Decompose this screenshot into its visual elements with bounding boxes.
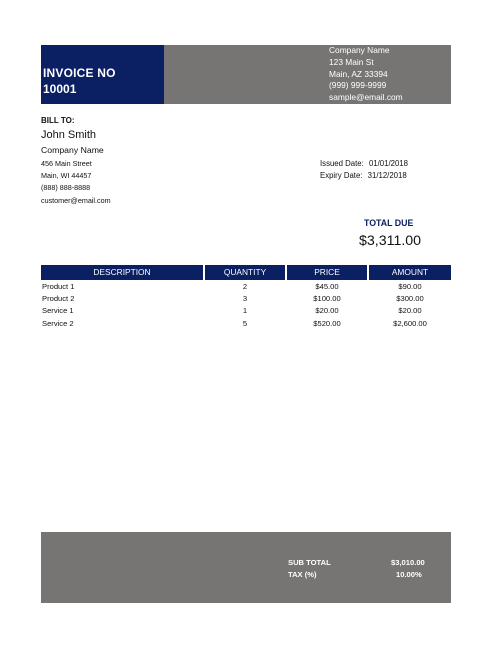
column-header-amount: AMOUNT: [369, 265, 451, 280]
row-description: Product 1: [42, 282, 75, 291]
company-phone: (999) 999-9999: [329, 80, 387, 91]
row-description: Service 2: [42, 318, 74, 328]
issued-date-value: 01/01/2018: [368, 159, 408, 168]
client-name: John Smith: [41, 129, 97, 141]
column-header-price: PRICE: [287, 265, 367, 280]
company-email[interactable]: sample@email.com: [329, 92, 403, 103]
row-amount: $20.00: [398, 306, 422, 316]
expiry-date-value: 31/12/2018: [367, 171, 407, 181]
table-row: [41, 294, 451, 306]
row-quantity: 5: [242, 318, 248, 328]
row-quantity: 3: [242, 294, 248, 304]
expiry-date-row: [320, 170, 408, 182]
subtotal-value: $3,010.00: [391, 558, 425, 567]
client-company: Company Name: [41, 145, 104, 155]
tax-value: 10.00%: [396, 570, 422, 579]
company-name: Company Name: [329, 45, 390, 55]
client-address: [41, 158, 111, 207]
table-row: [41, 282, 451, 294]
row-price: $100.00: [313, 294, 341, 304]
row-quantity: 2: [242, 282, 248, 291]
column-header-description: DESCRIPTION: [41, 265, 203, 280]
company-info-block: [164, 45, 451, 104]
client-city: Main, WI 44457: [41, 171, 92, 181]
tax-label: TAX (%): [288, 570, 317, 579]
company-address: [329, 45, 403, 104]
row-price: $520.00: [313, 318, 341, 328]
row-description: Service 1: [42, 306, 74, 316]
items-table-body: [41, 282, 451, 331]
company-street: 123 Main St: [329, 56, 374, 67]
total-due-value: $3,311.00: [359, 233, 422, 249]
row-amount: $90.00: [398, 282, 422, 291]
totals-footer: [41, 532, 451, 603]
client-phone: (888) 888-8888: [41, 183, 91, 193]
invoice-dates: [320, 158, 408, 182]
invoice-number: 10001: [43, 82, 77, 96]
total-due-label: TOTAL DUE: [364, 218, 414, 228]
row-amount: $2,600.00: [393, 318, 427, 328]
column-header-quantity: QUANTITY: [205, 265, 285, 280]
issued-date-label: Issued Date:: [320, 159, 364, 168]
client-email[interactable]: customer@email.com: [41, 195, 111, 205]
table-row: [41, 306, 451, 318]
row-price: $20.00: [315, 306, 339, 316]
invoice-header-block: [41, 45, 164, 104]
row-description: Product 2: [42, 294, 75, 304]
row-amount: $300.00: [396, 294, 424, 304]
client-street: 456 Main Street: [41, 159, 92, 168]
items-table-header: [41, 265, 451, 280]
table-row: [41, 319, 451, 331]
row-quantity: 1: [242, 306, 248, 316]
company-city: Main, AZ 33394: [329, 68, 388, 79]
bill-to-label: BILL TO:: [41, 116, 75, 125]
issued-date-row: [320, 158, 408, 170]
row-price: $45.00: [315, 282, 339, 291]
subtotal-label: SUB TOTAL: [288, 558, 331, 567]
expiry-date-label: Expiry Date:: [320, 171, 363, 181]
invoice-no-label: INVOICE NO: [43, 66, 116, 80]
